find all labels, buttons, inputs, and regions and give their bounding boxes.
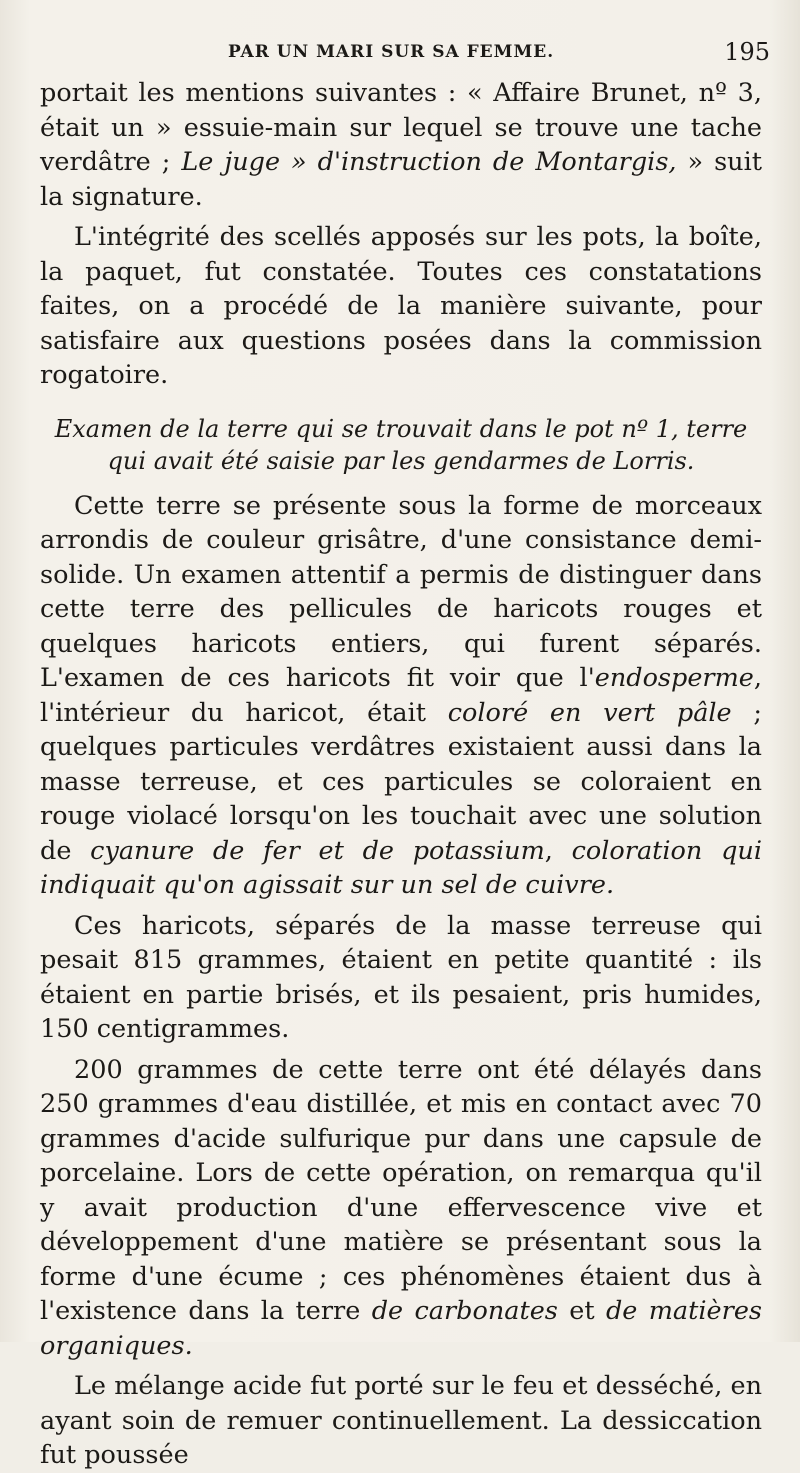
- p5-text-d: de matières organiques.: [40, 1296, 762, 1361]
- section-heading: Examen de la terre qui se trouvait dans le pot nº 1, terre qui avait été saisie par les gendarmes de Lorris.: [54, 414, 748, 475]
- running-title: PAR UN MARI SUR SA FEMME.: [228, 42, 555, 62]
- p1-text-a: portait les mentions suivantes : « Affaire Brunet, nº 3, était un » essuie-main sur lequel se trouve une tache verdâtre ;: [40, 78, 762, 177]
- paragraph-3: [40, 489, 762, 903]
- p3-text-b: endosperme: [594, 663, 754, 693]
- page-header: [40, 36, 770, 72]
- p3-text-f: cyanure de fer et de potassium: [90, 835, 545, 866]
- p3-text-e: ; quelques particules verdâtres existaient aussi dans la masse terreuse, et ces particules se coloraient en rouge violacé lorsqu'on les touchait avec une solution de: [40, 697, 762, 866]
- paragraph-5: [40, 1053, 762, 1364]
- page-number: 195: [724, 38, 770, 66]
- p3-text-d: coloré en vert pâle: [447, 697, 732, 728]
- p1-text-b: Le juge » d'instruction de Montargis,: [181, 147, 677, 177]
- paragraph-2: L'intégrité des scellés apposés sur les pots, la boîte, la paquet, fut constatée. Toutes ces constatations faites, on a procédé de la manière suivante, pour satisfaire aux questions posées dans la commission rogatoire.: [40, 222, 762, 390]
- p3-text-a: Cette terre se présente sous la forme de morceaux arrondis de couleur grisâtre, d'une consistance demi-solide. Un examen attentif a permis de distinguer dans cette terre des pellicules de haricots rouges et quelques haricots entiers, qui furent séparés. L'examen de ces haricots fit voir que l': [40, 490, 762, 693]
- p3-text-h: coloration qui indiquait qu'on agissait sur un sel de cuivre.: [40, 835, 762, 900]
- paragraph-1: [40, 76, 762, 214]
- p3-text-c: , l'intérieur du haricot, était: [40, 663, 762, 728]
- body-text: [40, 76, 762, 1473]
- p1-text-c: » suit la signature.: [40, 147, 763, 212]
- paragraph-6: Le mélange acide fut porté sur le feu et desséché, en ayant soin de remuer continuellement. La dessiccation fut poussée: [40, 1371, 762, 1470]
- p3-text-g: ,: [544, 835, 572, 866]
- p5-text-a: 200 grammes de cette terre ont été délayés dans 250 grammes d'eau distillée, et mis en contact avec 70 grammes d'acide sulfurique pur dans une capsule de porcelaine. Lors de cette opération, on remarqua qu'il y avait production d'une effervescence vive et développement d'une matière se présentant sous la forme d'une écume ; ces phénomènes étaient dus à l'existence dans la terre: [40, 1054, 762, 1326]
- p5-text-c: et: [557, 1296, 606, 1326]
- p5-text-b: de carbonates: [371, 1296, 558, 1326]
- paragraph-4: Ces haricots, séparés de la masse terreuse qui pesait 815 grammes, étaient en petite quantité : ils étaient en partie brisés, et ils pesaient, pris humides, 150 centigrammes.: [40, 910, 762, 1044]
